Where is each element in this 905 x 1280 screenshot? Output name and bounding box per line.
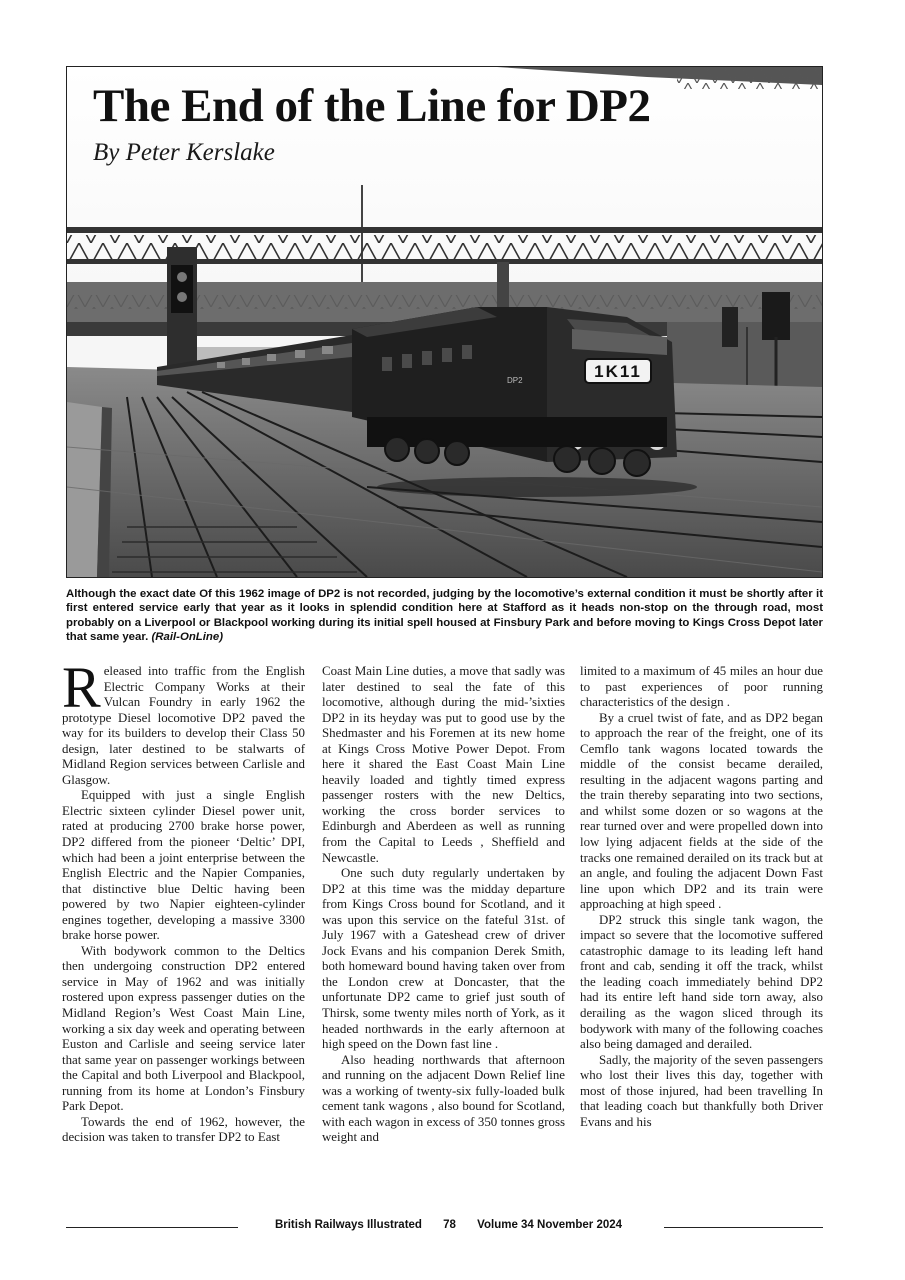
drop-cap: R bbox=[62, 655, 101, 720]
paragraph: By a cruel twist of fate, and as DP2 began to approach the rear of the freight, one of its Cemflo tank wagons located towards the middle of the consist became derailed, resulting in the adjacent wagons parting and the train thereby separating into two sections, and whilst some dozen or so wagons at the rear turned over and were propelled down into low lying adjacent fields at the side of the tracks one remained derailed on its track but at an angle, and fouling the adjacent Down Fast line upon which DP2 and its train were approaching at high speed . bbox=[580, 710, 823, 912]
text-column-2 bbox=[322, 664, 565, 1146]
footer-issue: Volume 34 November 2024 bbox=[477, 1219, 623, 1231]
article-byline: By Peter Kerslake bbox=[93, 139, 275, 166]
headboard-text: 1K11 bbox=[594, 362, 642, 381]
paragraph: limited to a maximum of 45 miles an hour due to past experiences of poor running characteristics of the design . bbox=[580, 664, 823, 710]
footer-rule-right bbox=[664, 1227, 823, 1228]
footer-rule-left bbox=[66, 1227, 238, 1228]
text-column-1 bbox=[62, 655, 305, 1146]
paragraph: Towards the end of 1962, however, the decision was taken to transfer DP2 to East bbox=[62, 1114, 305, 1145]
text-column-3 bbox=[580, 664, 823, 1130]
footer-publication: British Railways Illustrated bbox=[274, 1219, 422, 1231]
paragraph: One such duty regularly undertaken by DP2 at this time was the midday departure from Kings Cross bound for Scotland, and it was upon this service on the fateful 31st. of July 1967 with a Gateshead crew of driver Jock Evans and his companion Derek Smith, both homeward bound having taken over from the London crew at Doncaster, that the unfortunate DP2 came to grief just south of Thirsk, some twenty miles north of York, as it headed northwards in the early afternoon at high speed on the Down fast line . bbox=[322, 866, 565, 1052]
paragraph: Also heading northwards that afternoon and running on the adjacent Down Relief line was a working of twenty-six fully-loaded bulk cement tank wagons , also bound for Scotland, with each wagon in excess of 350 tonnes gross weight and bbox=[322, 1052, 565, 1145]
photo-caption bbox=[66, 587, 823, 644]
page-footer bbox=[66, 1219, 823, 1235]
caption-credit: (Rail-OnLine) bbox=[151, 630, 224, 643]
loco-number-text: DP2 bbox=[507, 376, 523, 385]
caption-text: Although the exact date Of this 1962 image of DP2 is not recorded, judging by the locomotive’s external condition it must be shortly after it first entered service early that year as it looks in splendid condition here at Stafford as it heads non-stop on the through road, most probably on a Liverpool or Blackpool working during its initial spell housed at Finsbury Park and before moving to Kings Cross Depot later that same year. bbox=[66, 588, 823, 643]
paragraph bbox=[62, 655, 305, 788]
footer-text bbox=[246, 1219, 651, 1231]
footer-page-number: 78 bbox=[443, 1219, 456, 1231]
paragraph: Equipped with just a single English Electric sixteen cylinder Diesel power unit, rated at producing 2700 brake horse power, DP2 differed from the pioneer ‘Deltic’ DPI, which had been a joint enterprise between the English Electric and the Napier Companies, that distinctive blue Deltic having been powered by two Napier eighteen-cylinder engines together, developing a massive 3300 brake horse power. bbox=[62, 788, 305, 943]
article-photo bbox=[66, 66, 823, 578]
article-title: The End of the Line for DP2 bbox=[93, 80, 651, 132]
paragraph: Sadly, the majority of the seven passengers who lost their lives this day, together with most of those injured, had been travelling In that leading coach but thankfully both Driver Evans and his bbox=[580, 1052, 823, 1129]
paragraph-text: eleased into traffic from the English Electric Company Works at their Vulcan Foundry in early 1962 the prototype Diesel locomotive DP2 paved the way for its builders to develop their Class 50 design, later destined to be stalwarts of Midland Region services between Carlisle and Glasgow. bbox=[62, 664, 305, 787]
paragraph: DP2 struck this single tank wagon, the impact so severe that the locomotive suffered catastrophic damage to its leading left hand front and cab, sending it off the track, whilst the leading coach immediately behind DP2 had its entire left hand side torn away, also derailing as the wagon sliced through its bodywork with many of the following coaches also being damaged and derailed. bbox=[580, 912, 823, 1052]
paragraph: With bodywork common to the Deltics then undergoing construction DP2 entered service in May of 1962 and was initially rostered upon express passenger duties on the Midland Region’s West Coast Main Line, working a six day week and operating between Euston and Carlisle and seeing service later that same year on passenger workings between the Capital and both Liverpool and Blackpool, running from its home at London’s Finsbury Park Depot. bbox=[62, 943, 305, 1114]
paragraph: Coast Main Line duties, a move that sadly was later destined to seal the fate of this locomotive, although during the mid-’sixties DP2 in its heyday was put to good use by the Shedmaster and his Foremen at its new home at Kings Cross Motive Power Depot. From here it shared the East Coast Main Line heavily loaded and tightly timed express passenger rosters with the new Deltics, working the cross border services to Edinburgh and Aberdeen as well as running from the Capital to Leeds , Sheffield and Newcastle. bbox=[322, 664, 565, 865]
